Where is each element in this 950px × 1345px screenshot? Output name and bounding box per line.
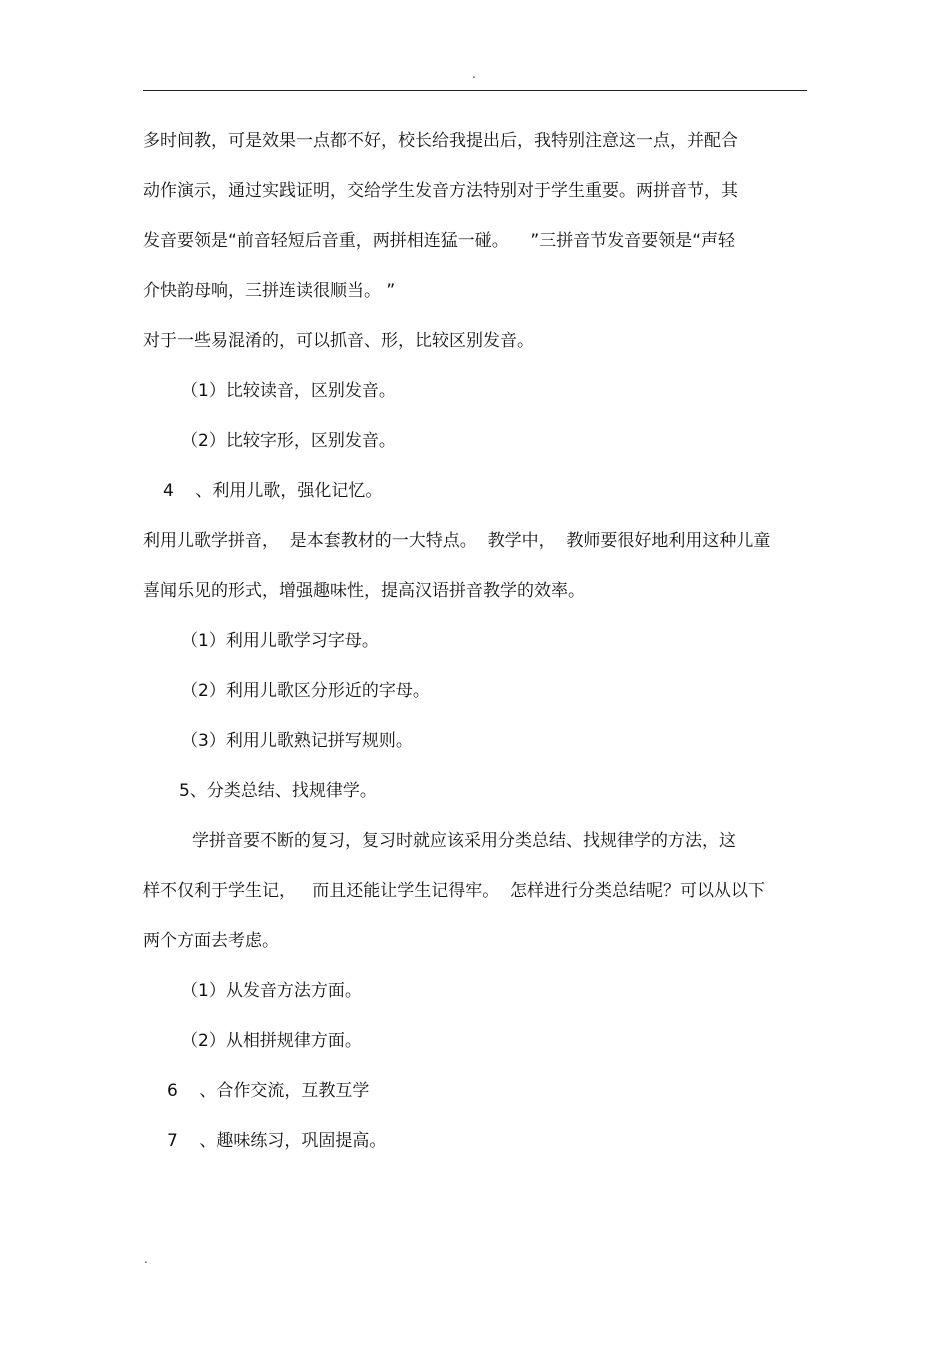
- footer-dot: .: [144, 1252, 148, 1266]
- section-heading: 4 、利用儿歌，强化记忆。: [163, 481, 383, 501]
- text-line: 样不仅利于学生记， 而且还能让学生记得牢。 怎样进行分类总结呢？可以从以下: [143, 881, 766, 901]
- list-item: （2）利用儿歌区分形近的字母。: [181, 681, 430, 701]
- list-item: （1）利用儿歌学习字母。: [181, 631, 379, 651]
- text-line: 喜闻乐见的形式，增强趣味性，提高汉语拼音教学的效率。: [143, 581, 585, 601]
- text-line: 两个方面去考虑。: [143, 931, 279, 951]
- section-heading: 5、分类总结、找规律学。: [179, 781, 377, 801]
- list-item: （1）比较读音，区别发音。: [181, 381, 396, 401]
- text-line: 发音要领是“前音轻短后音重，两拼相连猛一碰。 ”三拼音节发音要领是“声轻: [143, 231, 736, 251]
- header-dot: .: [472, 67, 476, 81]
- list-item: （2）比较字形，区别发音。: [181, 431, 396, 451]
- header-rule: [143, 90, 807, 91]
- list-item: （3）利用儿歌熟记拼写规则。: [181, 731, 413, 751]
- text-line: 多时间教，可是效果一点都不好，校长给我提出后，我特别注意这一点，并配合: [143, 131, 738, 151]
- text-line: 学拼音要不断的复习，复习时就应该采用分类总结、找规律学的方法，这: [192, 831, 736, 851]
- list-item: （2）从相拼规律方面。: [181, 1031, 362, 1051]
- text-line: 利用儿歌学拼音， 是本套教材的一大特点。 教学中， 教师要很好地利用这种儿童: [143, 531, 771, 551]
- text-line: 对于一些易混淆的，可以抓音、形，比较区别发音。: [143, 331, 534, 351]
- text-line: 动作演示，通过实践证明，交给学生发音方法特别对于学生重要。两拼音节，其: [143, 181, 738, 201]
- text-line: 介快韵母响，三拼连读很顺当。 ”: [143, 281, 396, 301]
- section-heading: 7 、趣味练习，巩固提高。: [167, 1131, 387, 1151]
- list-item: （1）从发音方法方面。: [181, 981, 362, 1001]
- section-heading: 6 、合作交流，互教互学: [167, 1081, 370, 1101]
